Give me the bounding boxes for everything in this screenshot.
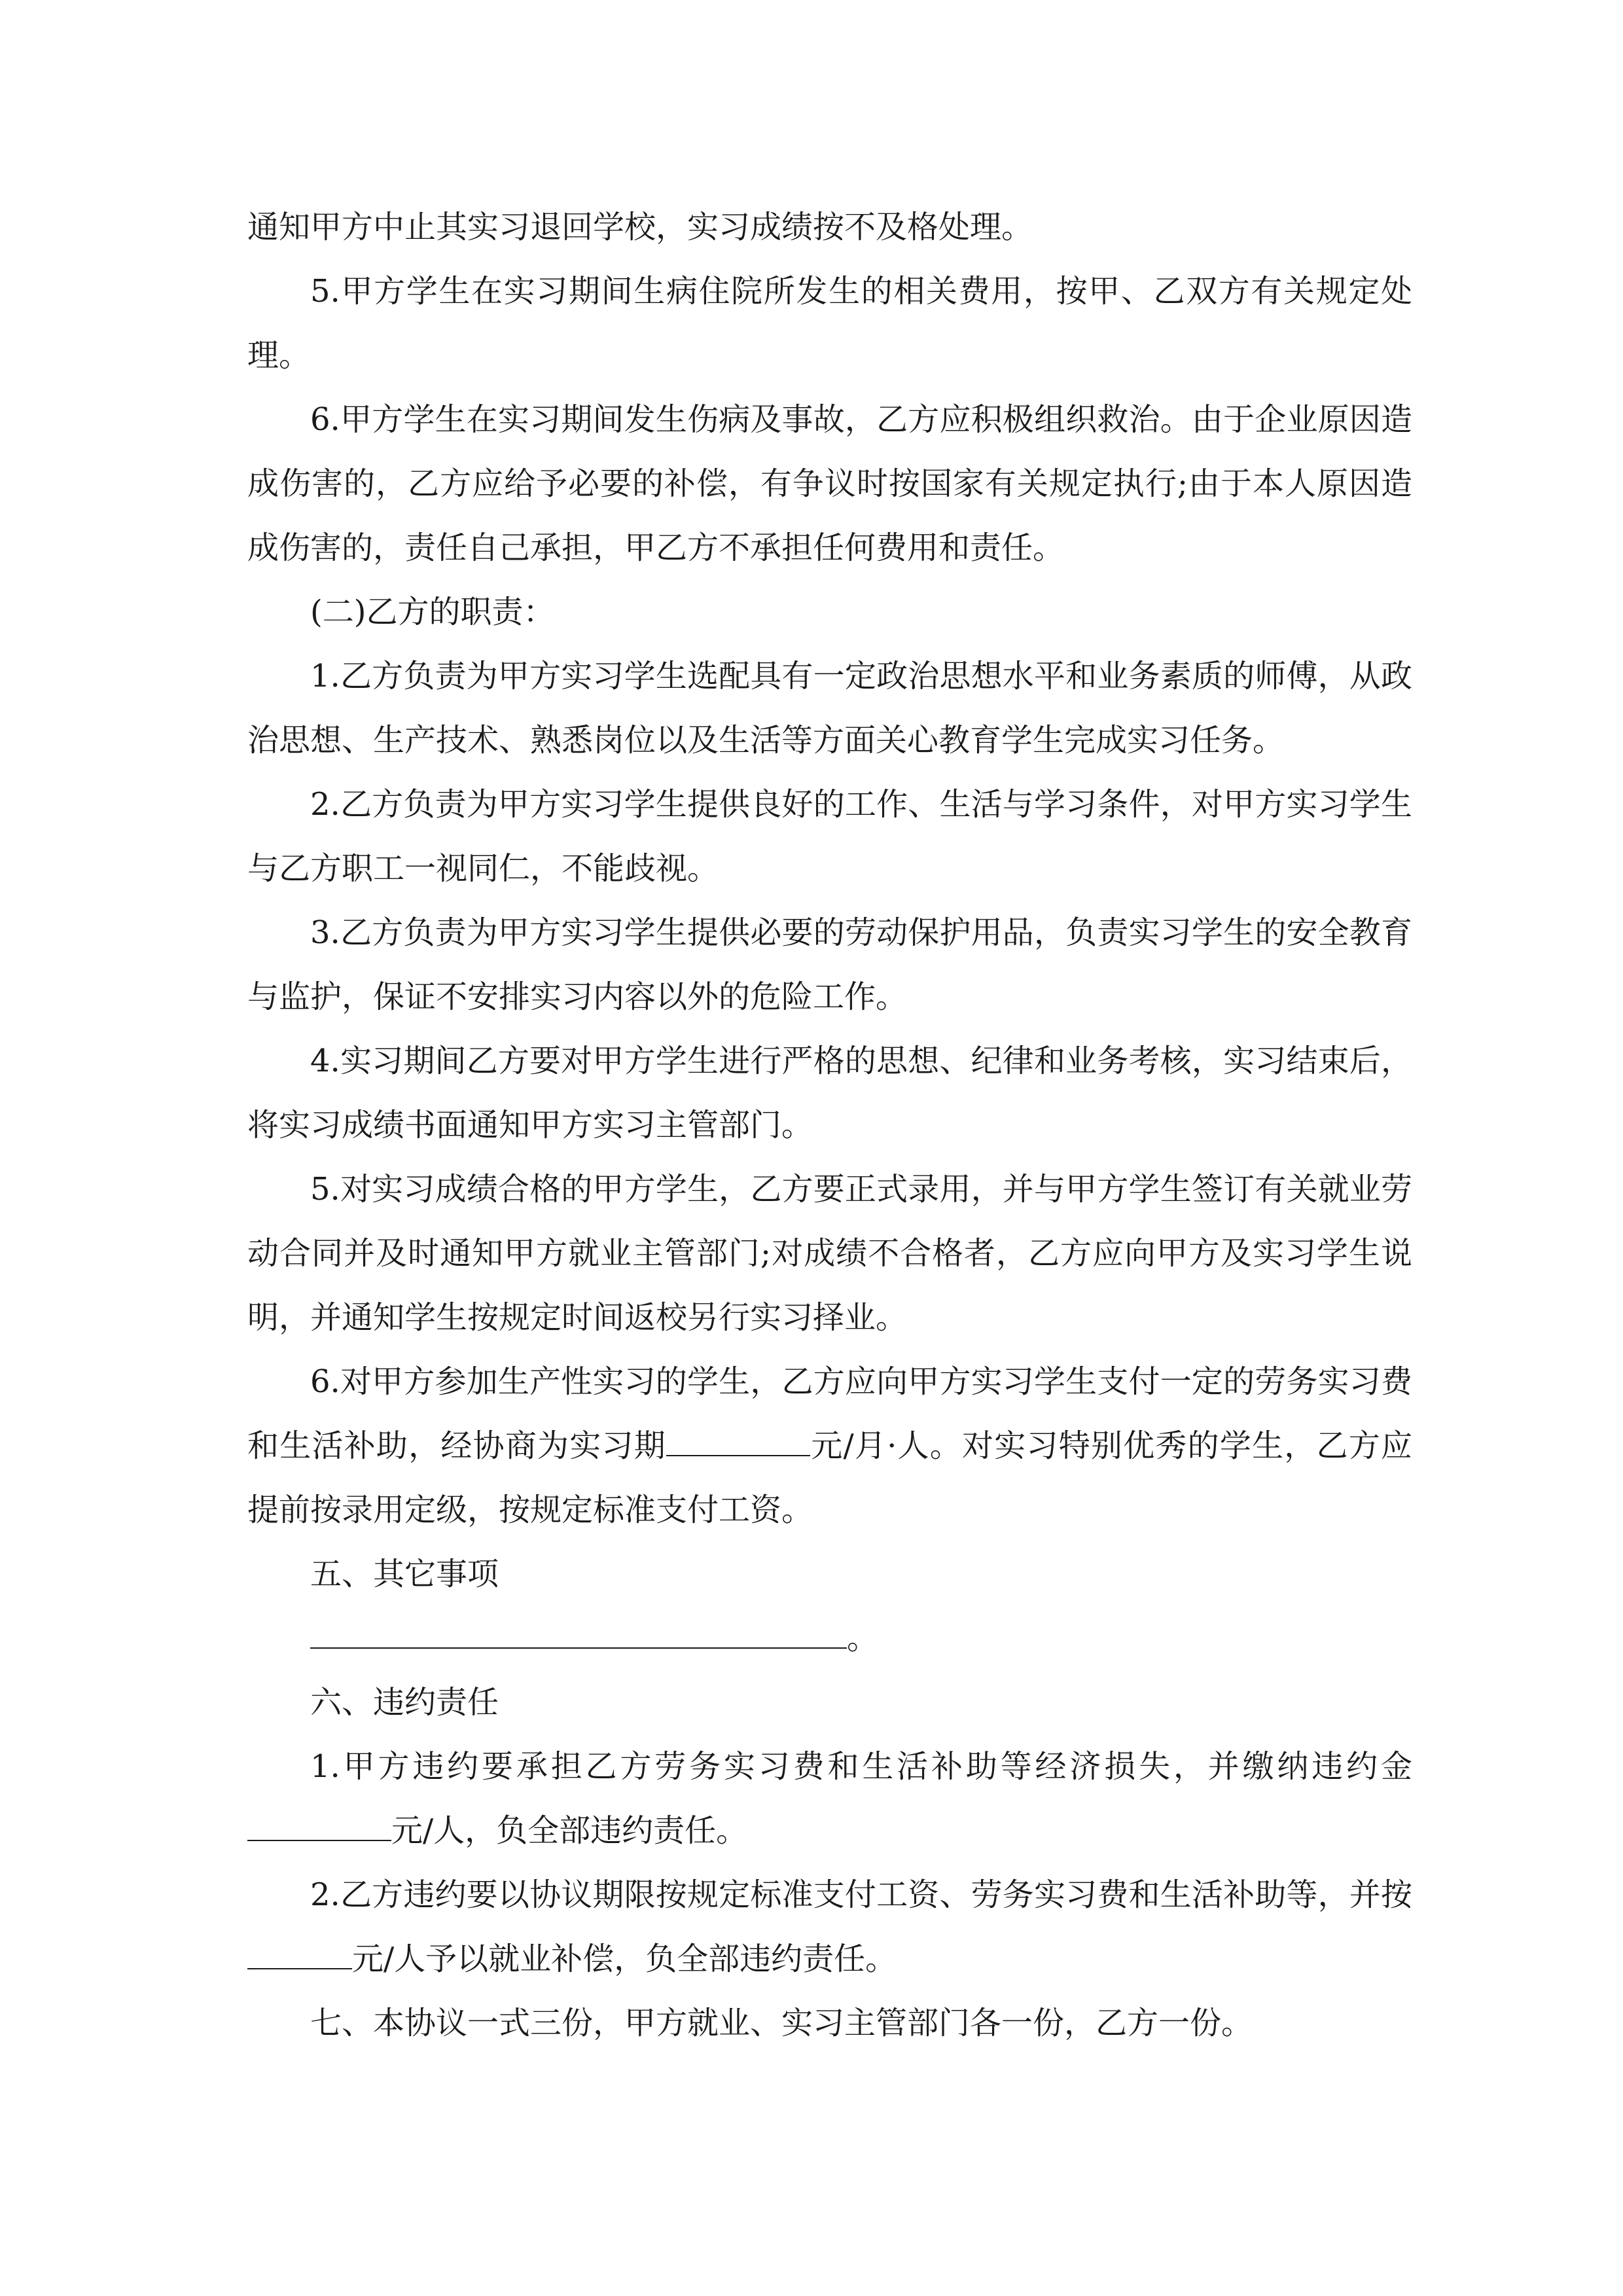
fill-in-blank-other-matters[interactable]: [310, 1621, 847, 1649]
section-heading-party-b-duties: (二)乙方的职责：: [310, 594, 555, 630]
paragraph-b-duty-1: 1.乙方负责为甲方实习学生选配具有一定政治思想水平和业务素质的师傅，从政治思想、生产技术、熟悉岗位以及生活等方面关心教育学生完成实习任务。: [247, 658, 1412, 759]
paragraph-b-duty-3: 3.乙方负责为甲方实习学生提供必要的劳动保护用品，负责实习学生的安全教育与监护，保证不安排实习内容以外的危险工作。: [247, 914, 1412, 1015]
paragraph-liability-1-text-after: 元/人，负全部违约责任。: [391, 1812, 748, 1849]
section-heading-liability: 六、违约责任: [310, 1684, 499, 1721]
paragraph-b-duty-5: 5.对实习成绩合格的甲方学生，乙方要正式录用，并与甲方学生签订有关就业劳动合同并及时通知甲方就业主管部门;对成绩不合格者，乙方应向甲方及实习学生说明，并通知学生按规定时间返校另行实习择业。: [247, 1171, 1412, 1336]
paragraph-item-6-injury: 6.甲方学生在实习期间发生伤病及事故，乙方应积极组织救治。由于企业原因造成伤害的，乙方应给予必要的补偿，有争议时按国家有关规定执行;由于本人原因造成伤害的，责任自己承担，甲乙方不承担任何费用和责任。: [247, 401, 1412, 566]
paragraph-liability-2-text-before: 2.乙方违约要以协议期限按规定标准支付工资、劳务实习费和生活补助等，并按: [310, 1876, 1412, 1913]
paragraph-b-duty-6: [247, 1350, 1412, 1542]
paragraph-copies-clause: 七、本协议一式三份，甲方就业、实习主管部门各一份，乙方一份。: [310, 2005, 1253, 2041]
paragraph-liability-1-text-before: 1.甲方违约要承担乙方劳务实习费和生活补助等经济损失，并缴纳违约金: [310, 1748, 1412, 1785]
paragraph-b-duty-4: 4.实习期间乙方要对甲方学生进行严格的思想、纪律和业务考核，实习结束后，将实习成绩书面通知甲方实习主管部门。: [247, 1043, 1412, 1143]
other-matters-period: 。: [847, 1620, 879, 1657]
paragraph-liability-2: [247, 1863, 1412, 1991]
paragraph-continuation: 通知甲方中止其实习退回学校，实习成绩按不及格处理。: [247, 209, 1033, 245]
paragraph-liability-1: [247, 1734, 1412, 1863]
fill-in-blank-allowance[interactable]: [666, 1429, 810, 1456]
fill-in-blank-penalty[interactable]: [247, 1814, 391, 1841]
paragraph-liability-2-text-after: 元/人予以就业补偿，负全部违约责任。: [352, 1941, 897, 1977]
paragraph-item-5-illness-costs: 5.甲方学生在实习期间生病住院所发生的相关费用，按甲、乙双方有关规定处理。: [247, 273, 1412, 374]
paragraph-b-duty-6-text-before: 6.对甲方参加生产性实习的学生，乙方应向甲方实习学生支付一定的劳务实习费和生活补助，经协商为实习期: [247, 1363, 1412, 1464]
fill-in-blank-compensation[interactable]: [247, 1942, 352, 1969]
paragraph-b-duty-2: 2.乙方负责为甲方实习学生提供良好的工作、生活与学习条件，对甲方实习学生与乙方职工一视同仁，不能歧视。: [247, 786, 1412, 887]
section-heading-other-matters: 五、其它事项: [310, 1556, 499, 1592]
paragraph-other-matters-blank: [247, 1606, 1412, 1670]
document-body: [247, 195, 1412, 2055]
paragraph-b-duty-6-text-after: 元/月·人。对实习特别优秀的学生，乙方应提前按录用定级，按规定标准支付工资。: [247, 1427, 1412, 1528]
